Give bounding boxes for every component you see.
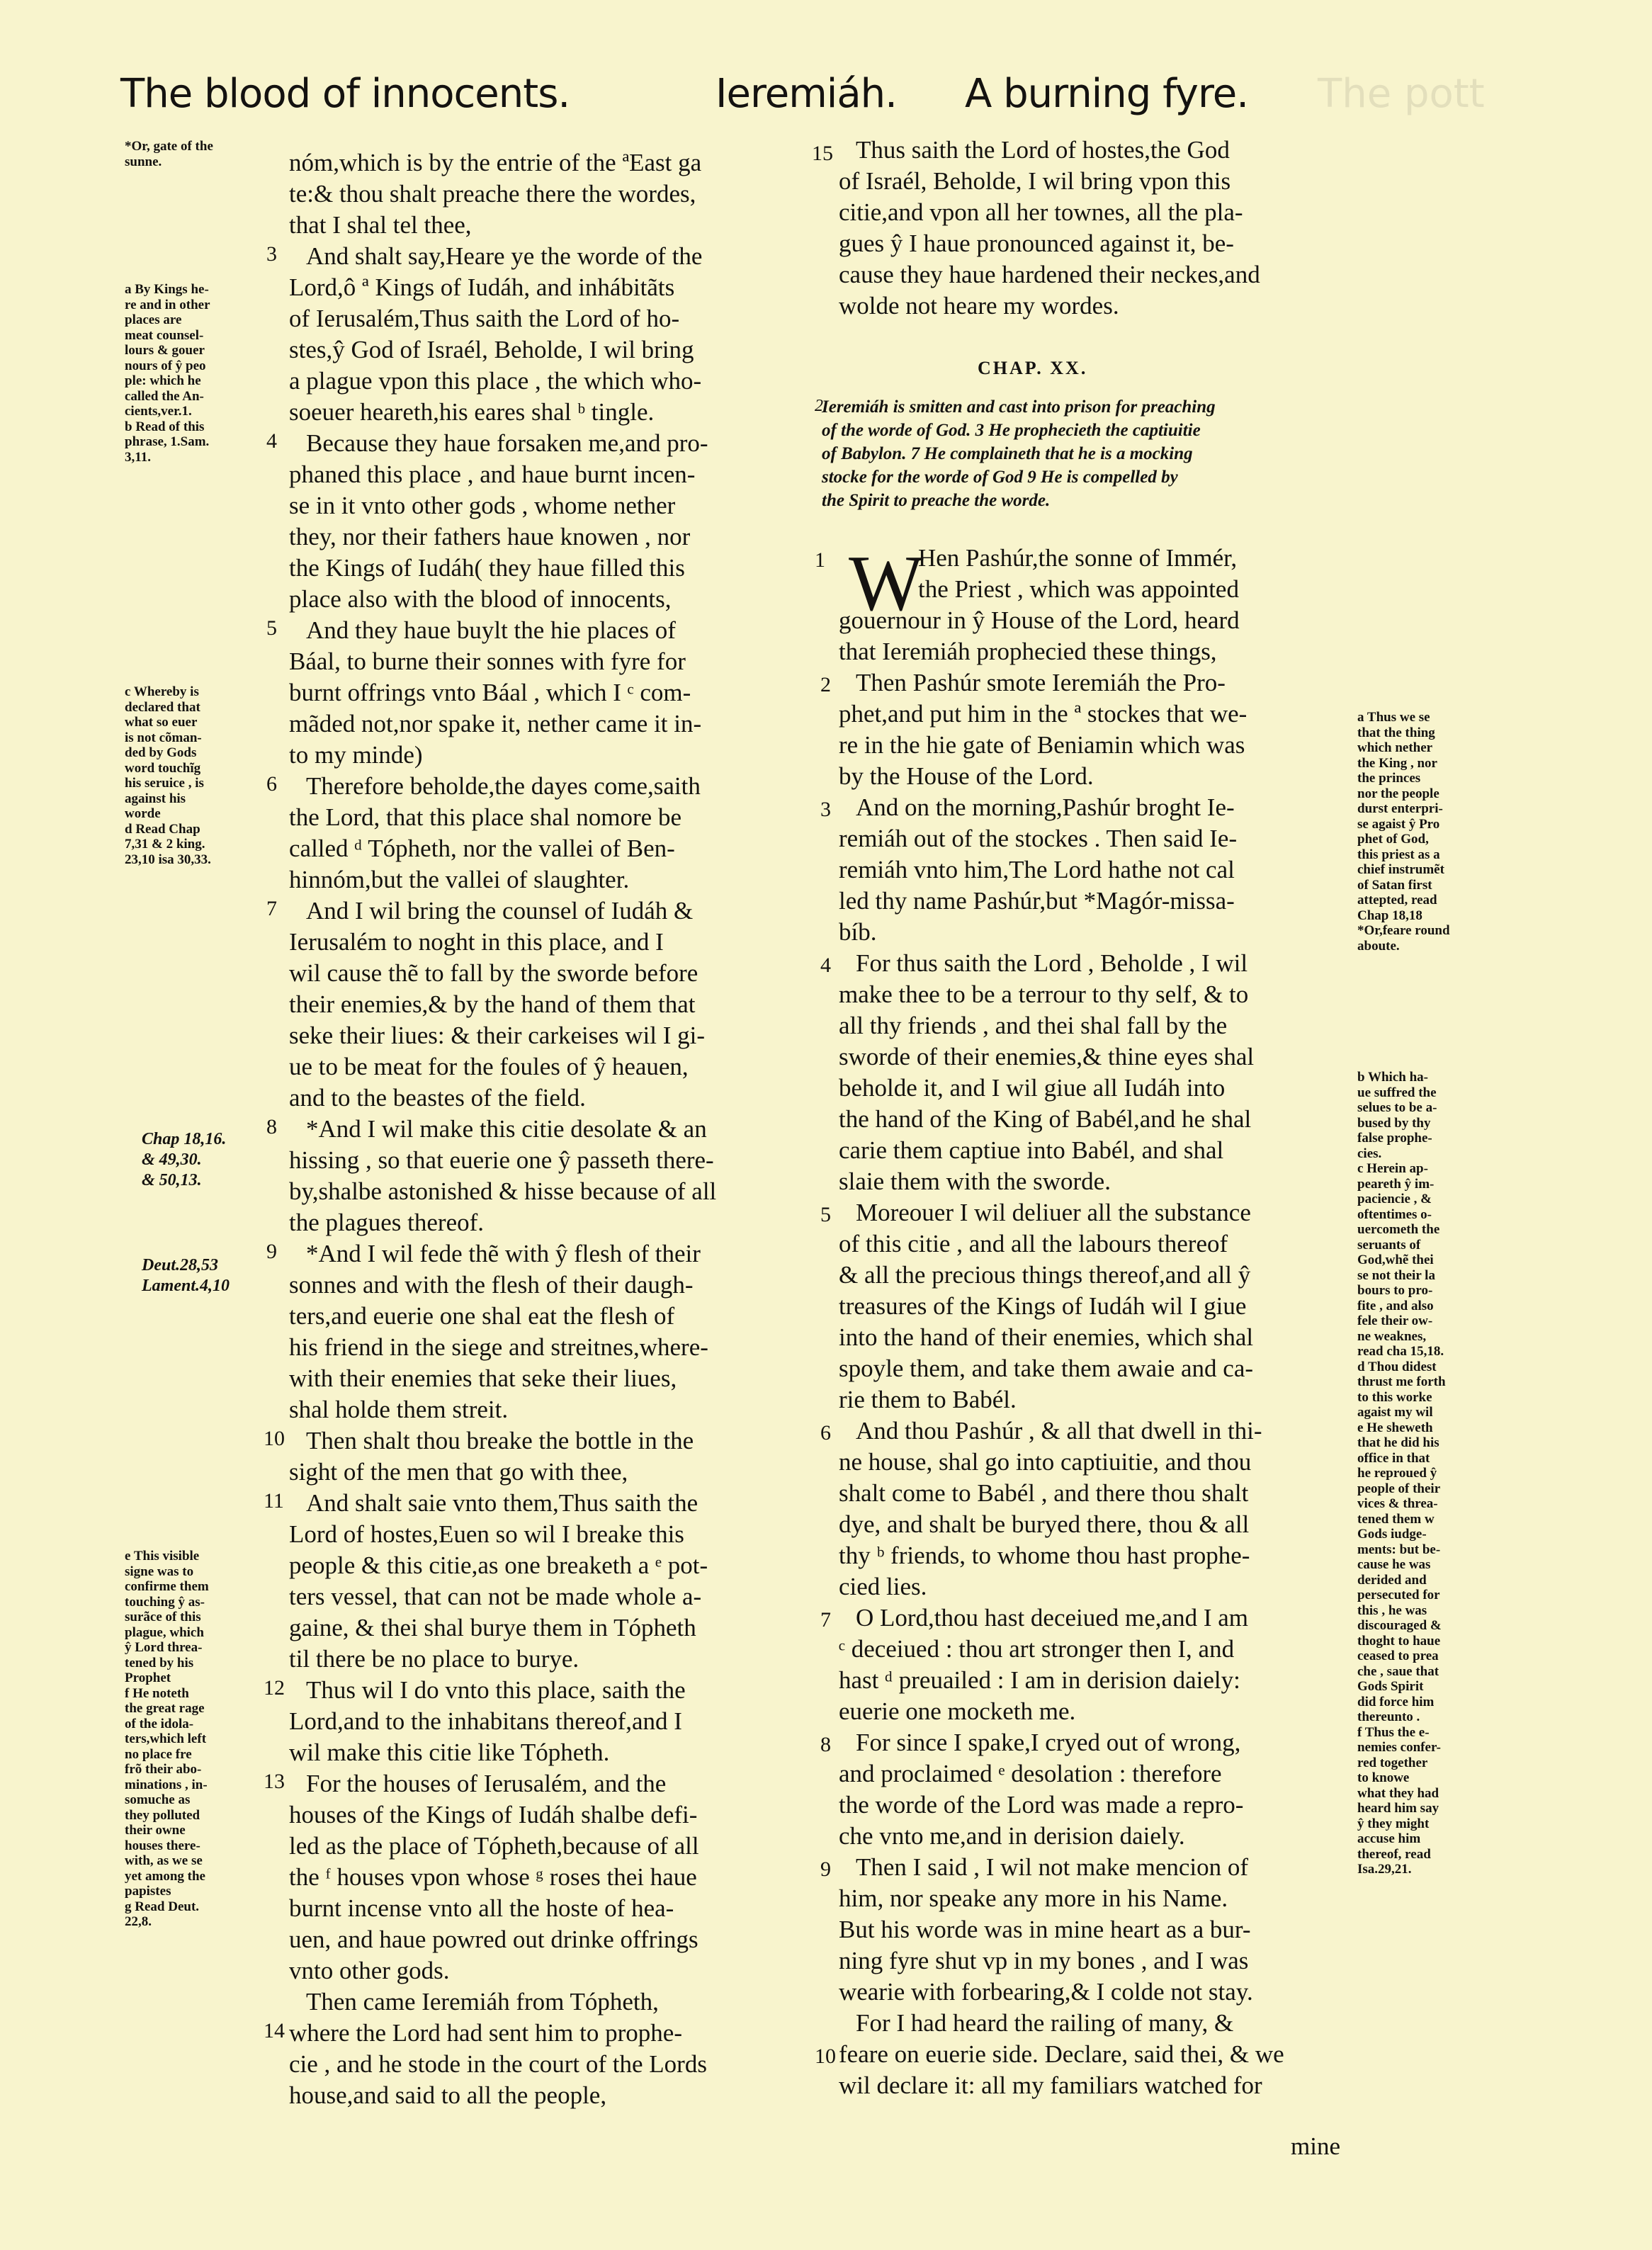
text-line: and to the beastes of the field. <box>289 1084 586 1112</box>
verse-number: 4 <box>266 429 277 453</box>
text-line: Báal, to burne their sonnes with fyre for <box>289 648 686 675</box>
left-margin-cross-reference: Chap 18,16. & 49,30. & 50,13. <box>142 1130 227 1189</box>
text-line: thy ᵇ friends, to whome thou hast prophe- <box>839 1542 1250 1569</box>
verse-number: 3 <box>820 798 831 821</box>
left-margin-cross-reference: Deut.28,53 Lament.4,10 <box>142 1256 230 1295</box>
text-line: *And I wil make this citie desolate & an <box>306 1115 707 1143</box>
text-line: vnto other gods. <box>289 1957 450 1984</box>
text-line: of Israél, Beholde, I wil bring vpon this <box>839 167 1231 195</box>
text-line: to my minde) <box>289 741 423 769</box>
left-margin-note: a By Kings he- re and in other places are meat counsel- lours & gouer nours of ŷ peo ple: which he called the An- cients,ver.1. b Read of this phrase, 1.Sam. 3,11. <box>125 282 210 465</box>
text-line: hissing , so that euerie one ŷ passeth there- <box>289 1146 714 1174</box>
text-line: Ierusalém to noght in this place, and I <box>289 928 664 956</box>
text-line: beholde it, and I wil giue all Iudáh into <box>839 1074 1226 1102</box>
text-line: wolde not heare my wordes. <box>839 292 1119 320</box>
verse-number: 6 <box>820 1421 831 1445</box>
text-line: dye, and shalt be buryed there, thou & all <box>839 1510 1250 1538</box>
text-line: Lord of hostes,Euen so wil I breake this <box>289 1520 684 1548</box>
text-line: phet,and put him in the ª stockes that we- <box>839 700 1248 728</box>
text-line: treasures of the Kings of Iudáh wil I giue <box>839 1292 1247 1320</box>
text-line: seke their liues: & their carkeises wil I gi- <box>289 1022 706 1049</box>
text-line: feare on euerie side. Declare, said thei, & we <box>839 2040 1284 2068</box>
verse-number: 14 <box>264 2019 285 2042</box>
text-line: by,shalbe astonished & hisse because of all <box>289 1177 717 1205</box>
text-line: gaine, & thei shal burye them in Tópheth <box>289 1614 696 1641</box>
text-line: by the House of the Lord. <box>839 762 1094 790</box>
text-line: sworde of their enemies,& thine eyes shal <box>839 1043 1255 1070</box>
text-line: a plague vpon this place , the which who- <box>289 367 702 395</box>
text-line: For the houses of Ierusalém, and the <box>306 1770 667 1797</box>
verse-number: 5 <box>266 616 277 640</box>
text-line: ters vessel, that can not be made whole a- <box>289 1583 702 1610</box>
text-line: se in it vnto other gods , whome nether <box>289 492 676 519</box>
verse-number: 9 <box>266 1240 277 1263</box>
text-line: soeuer heareth,his eares shal ᵇ tingle. <box>289 398 655 426</box>
verse-number: 12 <box>264 1676 285 1700</box>
text-line: But his worde was in mine heart as a bur- <box>839 1916 1251 1943</box>
text-line: uen, and haue powred out drinke offrings <box>289 1926 698 1953</box>
text-line: spoyle them, and take them awaie and ca- <box>839 1355 1254 1382</box>
text-line: mãded not,nor spake it, nether came it in- <box>289 710 702 737</box>
text-line: For since I spake,I cryed out of wrong, <box>856 1729 1241 1756</box>
text-line: of this citie , and all the labours thereof <box>839 1230 1228 1257</box>
text-line: stes,ŷ God of Israél, Beholde, I wil bring <box>289 336 694 363</box>
verse-number: 10 <box>264 1427 285 1450</box>
text-line: & all the precious things thereof,and all ŷ <box>839 1261 1251 1289</box>
text-line: wil cause thẽ to fall by the sworde before <box>289 959 698 987</box>
text-line: And I wil bring the counsel of Iudáh & <box>306 897 694 925</box>
text-line: Lord,ô ª Kings of Iudáh, and inhábitãts <box>289 273 675 301</box>
left-margin-note: e This visible signe was to confirme them touching ŷ as- surãce of this plague, which ŷ Lord threa- tened by his Prophet f He noteth the great rage of the idola- ters,which left no place fre frõ their abo- minations , in- somuche as they polluted their owne houses there- with, as we se yet among the papistes g Read Deut. 22,8. <box>125 1549 209 1929</box>
text-line: Thus saith the Lord of hostes,the God <box>856 136 1230 164</box>
text-line: Then Pashúr smote Ieremiáh the Pro- <box>856 669 1226 696</box>
text-line: burnt incense vnto all the hoste of hea- <box>289 1894 674 1922</box>
text-line: citie,and vpon all her townes, all the pla- <box>839 198 1243 226</box>
text-line: all thy friends , and thei shal fall by the <box>839 1012 1228 1039</box>
text-line: the Lord, that this place shal nomore be <box>289 803 682 831</box>
text-line: where the Lord had sent him to prophe- <box>289 2019 682 2047</box>
text-line: ᶜ deceiued : thou art stronger then I, and <box>839 1635 1235 1663</box>
text-line: gues ŷ I haue pronounced against it, be- <box>839 230 1234 257</box>
drop-capital: W <box>849 540 924 628</box>
verse-number: 10 <box>815 2045 836 2068</box>
text-line: O Lord,thou hast deceiued me,and I am <box>856 1604 1248 1632</box>
text-line: che vnto me,and in derision daiely. <box>839 1822 1185 1850</box>
left-margin-note: *Or, gate of the sunne. <box>125 139 213 169</box>
text-line: And shalt saie vnto them,Thus saith the <box>306 1489 698 1517</box>
text-line: Thus wil I do vnto this place, saith the <box>306 1676 686 1704</box>
text-line: ning fyre shut vp in my bones , and I was <box>839 1947 1249 1974</box>
chapter-argument: Ieremiáh is smitten and cast into prison for preaching of the worde of God. 3 He prophecieth the captiuitie of Babylon. 7 He complaineth that he is a mocking stocke for the worde of God 9 He is compelled by the Spirit to preache the worde. <box>822 397 1216 510</box>
text-line: ne house, shal go into captiuitie, and thou <box>839 1448 1252 1476</box>
verse-number: 9 <box>820 1858 831 1881</box>
verse-number: 7 <box>266 897 277 920</box>
verse-number: 3 <box>266 242 277 266</box>
text-line: For I had heard the railing of many, & <box>856 2009 1234 2037</box>
text-line: their enemies,& by the hand of them that <box>289 990 696 1018</box>
bleed-through-text: The pott <box>1318 71 1485 117</box>
text-line: hinnóm,but the vallei of slaughter. <box>289 866 630 893</box>
text-line: with their enemies that seke their liues, <box>289 1364 677 1392</box>
right-text-column-top <box>839 135 1260 322</box>
verse-number: 2 <box>820 673 831 696</box>
verse-number: 8 <box>266 1115 277 1138</box>
text-line: For thus saith the Lord , Beholde , I wil <box>856 949 1248 977</box>
text-line: remiáh vnto him,The Lord hathe not cal <box>839 856 1235 883</box>
text-line: wearie with forbearing,& I colde not stay. <box>839 1978 1253 2006</box>
text-line: led as the place of Tópheth,because of all <box>289 1832 699 1860</box>
text-line: make thee to be a terrour to thy self, & to <box>839 980 1249 1008</box>
right-margin-note: a Thus we se that the thing which nether the King , nor the princes nor the people durst enterpri- se agaist ŷ Pro phet of God, this priest as a chief instrumẽt of Satan first attepted, read Chap 18,18 *Or,feare round aboute. <box>1357 710 1450 954</box>
verse-number: 5 <box>820 1203 831 1226</box>
text-line: Therefore beholde,the dayes come,saith <box>306 772 701 800</box>
text-line: sight of the men that go with thee, <box>289 1458 628 1486</box>
verse-number: 7 <box>820 1608 831 1632</box>
text-line: wil make this citie like Tópheth. <box>289 1739 610 1766</box>
text-line: Hen Pashúr,the sonne of Immér, <box>918 544 1238 572</box>
text-line: shal holde them streit. <box>289 1396 509 1423</box>
text-line: that Ieremiáh prophecied these things, <box>839 638 1217 665</box>
text-line: the Priest , which was appointed <box>918 575 1239 603</box>
catchword: mine <box>1291 2132 1340 2160</box>
text-line: te:& thou shalt preache there the wordes, <box>289 180 696 208</box>
right-text-dropcap-lines <box>918 543 1239 605</box>
header-book-name: Ieremiáh. <box>715 71 897 117</box>
text-line: bíb. <box>839 918 877 946</box>
text-line: Then came Ieremiáh from Tópheth, <box>306 1988 659 2016</box>
text-line: Because they haue forsaken me,and pro- <box>306 429 708 457</box>
text-line: ue to be meat for the foules of ŷ heauen, <box>289 1053 689 1080</box>
text-line: that I shal tel thee, <box>289 211 472 239</box>
text-line: rie them to Babél. <box>839 1386 1017 1413</box>
right-text-column <box>839 605 1284 2101</box>
text-line: euerie one mocketh me. <box>839 1697 1076 1725</box>
text-line: remiáh out of the stockes . Then said Ie- <box>839 825 1238 852</box>
text-line: the ᶠ houses vpon whose ᵍ roses thei haue <box>289 1863 697 1891</box>
argument-number: 2 <box>815 397 823 415</box>
text-line: led thy name Pashúr,but *Magór-missa- <box>839 887 1235 915</box>
text-line: the Kings of Iudáh( they haue filled this <box>289 554 685 582</box>
verse-number: 1 <box>815 548 825 572</box>
text-line: And thou Pashúr , & all that dwell in thi- <box>856 1417 1262 1445</box>
text-line: him, nor speake any more in his Name. <box>839 1884 1228 1912</box>
text-line: slaie them with the sworde. <box>839 1168 1111 1195</box>
text-line: into the hand of their enemies, which shal <box>839 1323 1254 1351</box>
right-margin-note: b Which ha- ue suffred the selues to be a- bused by thy false prophe- cies. c Herein ap- peareth ŷ im- paciencie , & oftentimes o- uercometh the seruants of God,whẽ thei se not their la bours to pro- fite , and also fele their ow- ne weaknes, read cha 15,18. d Thou didest thrust me forth to this worke agaist my wil e He sheweth that he did his office in that he reproued ŷ people of their vices & threa- tened them w Gods iudge- ments: but be- cause he was derided and persecuted for this , he was discouraged & thoght to haue ceased to prea che , saue that Gods Spirit did force him thereunto . f Thus the e- nemies confer- red together to knowe what they had heard him say ŷ they might accuse him thereof, read Isa.29,21. <box>1357 1070 1446 1877</box>
left-margin-note: c Whereby is declared that what so euer is not cõman- ded by Gods word touchĩg his seruice , is against his worde d Read Chap 7,31 & 2 king. 23,10 isa 30,33. <box>125 684 211 867</box>
text-line: And they haue buylt the hie places of <box>306 616 676 644</box>
text-line: *And I wil fede thẽ with ŷ flesh of their <box>306 1240 701 1267</box>
verse-number: 11 <box>264 1489 284 1513</box>
text-line: And shalt say,Heare ye the worde of the <box>306 242 703 270</box>
verse-number: 4 <box>820 954 831 977</box>
text-line: people & this citie,as one breaketh a ᵉ pot- <box>289 1551 708 1579</box>
text-line: cied lies. <box>839 1573 927 1600</box>
text-line: And on the morning,Pashúr broght Ie- <box>856 793 1235 821</box>
text-line: they, nor their fathers haue knowen , nor <box>289 523 691 550</box>
verse-number: 6 <box>266 772 277 796</box>
text-line: hast ᵈ preuailed : I am in derision daiely: <box>839 1666 1240 1694</box>
text-line: burnt offrings vnto Báal , which I ᶜ com- <box>289 679 691 706</box>
text-line: Then shalt thou breake the bottle in the <box>306 1427 694 1454</box>
text-line: ters,and euerie one shal eat the flesh of <box>289 1302 675 1330</box>
text-line: the plagues thereof. <box>289 1209 485 1236</box>
text-line: til there be no place to burye. <box>289 1645 579 1673</box>
text-line: cie , and he stode in the court of the Lords <box>289 2050 707 2078</box>
text-line: Moreouer I wil deliuer all the substance <box>856 1199 1251 1226</box>
verse-number: 15 <box>812 142 833 165</box>
text-line: his friend in the siege and streitnes,where- <box>289 1333 708 1361</box>
text-line: houses of the Kings of Iudáh shalbe defi- <box>289 1801 698 1828</box>
text-line: cause they haue hardened their neckes,and <box>839 261 1260 288</box>
text-line: of Ierusalém,Thus saith the Lord of ho- <box>289 305 680 332</box>
text-line: called ᵈ Tópheth, nor the vallei of Ben- <box>289 835 675 862</box>
text-line: shalt come to Babél , and there thou shalt <box>839 1479 1249 1507</box>
header-left-title: The blood of innocents. <box>120 71 570 117</box>
text-line: the hand of the King of Babél,and he shal <box>839 1105 1252 1133</box>
verse-number: 8 <box>820 1733 831 1756</box>
text-line: and proclaimed ᵉ desolation : therefore <box>839 1760 1222 1787</box>
text-line: gouernour in ŷ House of the Lord, heard <box>839 606 1240 634</box>
text-line: place also with the blood of innocents, <box>289 585 672 613</box>
text-line: Lord,and to the inhabitans thereof,and I <box>289 1707 682 1735</box>
left-text-column <box>289 147 716 2111</box>
text-line: phaned this place , and haue burnt incen- <box>289 460 696 488</box>
text-line: the worde of the Lord was made a repro- <box>839 1791 1244 1819</box>
text-line: house,and said to all the people, <box>289 2081 607 2109</box>
chapter-heading: CHAP. XX. <box>978 358 1088 378</box>
text-line: nóm,which is by the entrie of the ªEast ga <box>289 149 702 176</box>
text-line: carie them captiue into Babél, and shal <box>839 1136 1224 1164</box>
text-line: re in the hie gate of Beniamin which was <box>839 731 1245 759</box>
text-line: sonnes and with the flesh of their daugh- <box>289 1271 694 1299</box>
verse-number: 13 <box>264 1770 285 1793</box>
running-header <box>120 71 1325 128</box>
text-line: wil declare it: all my familiars watched for <box>839 2071 1262 2099</box>
header-right-title: A burning fyre. <box>965 71 1248 117</box>
text-line: Then I said , I wil not make mencion of <box>856 1853 1249 1881</box>
